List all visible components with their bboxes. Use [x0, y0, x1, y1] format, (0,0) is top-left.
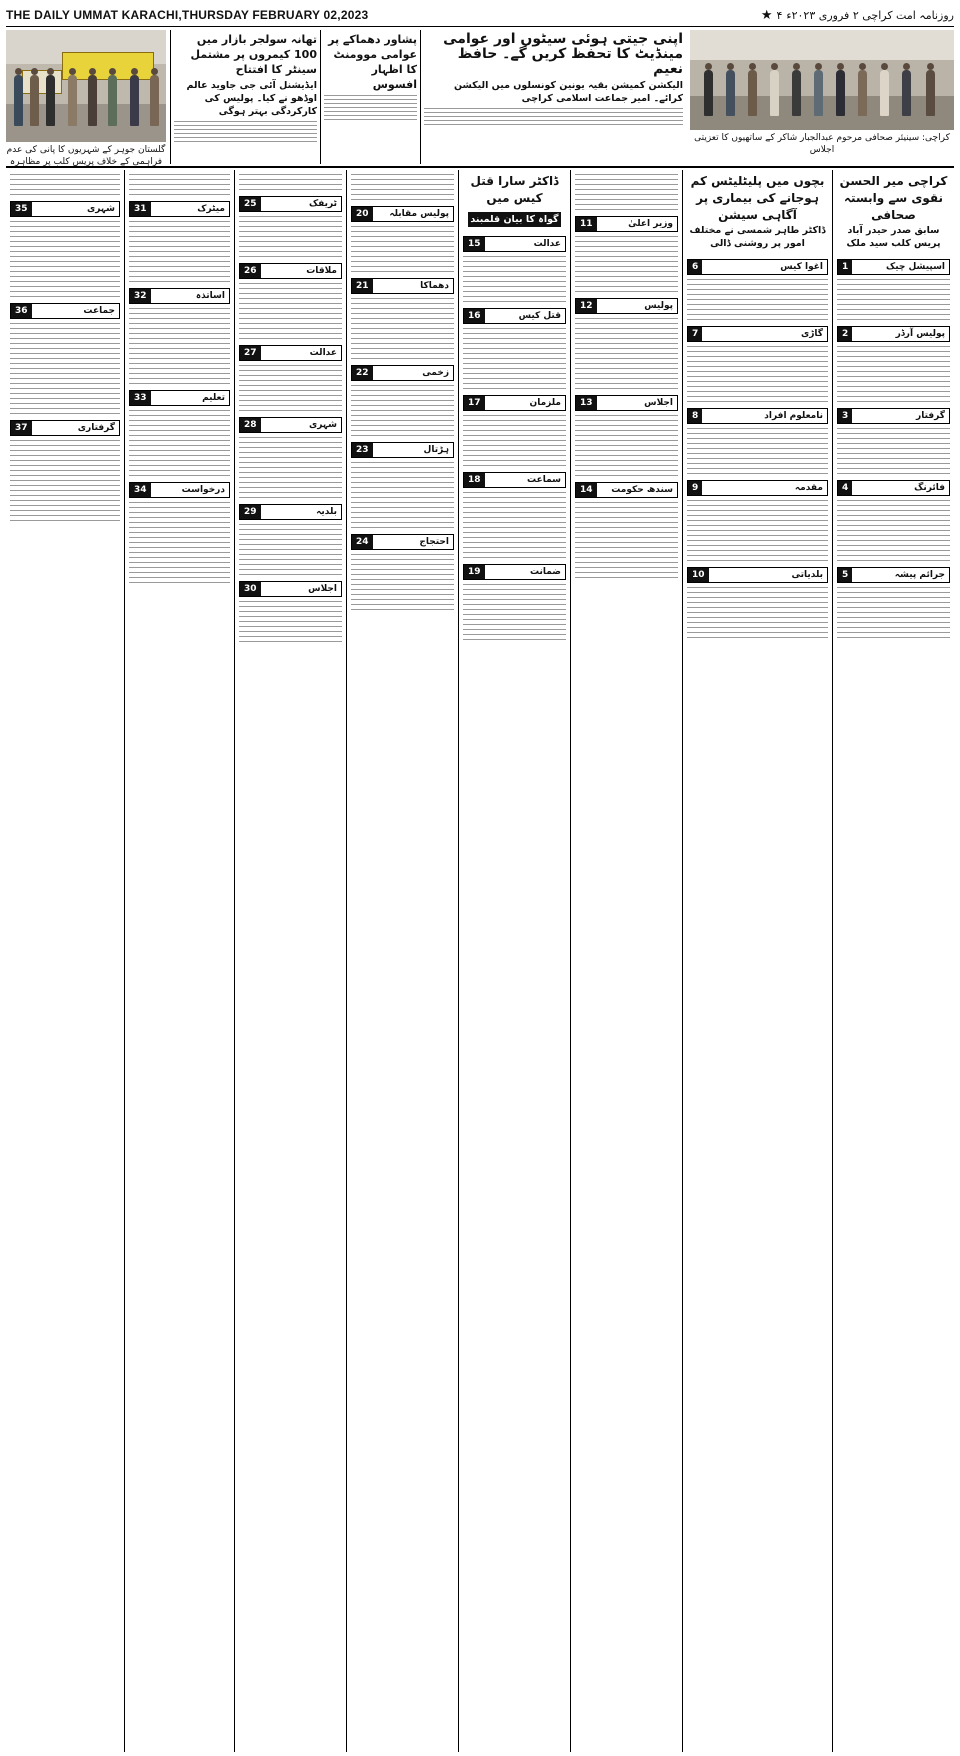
news-item-title: اغوا کیس [780, 262, 823, 272]
news-item-body [347, 226, 458, 272]
news-item-body [235, 437, 346, 498]
column-5-items [347, 206, 458, 610]
news-item-body [571, 502, 682, 578]
news-item-body [683, 587, 832, 638]
news-item-body [459, 584, 570, 640]
news-item-body [347, 385, 458, 436]
news-item-body [6, 221, 124, 297]
news-item-body [125, 410, 234, 476]
news-item-title: عدالت [533, 239, 561, 249]
news-item-title: پولیس مقابلہ [389, 209, 449, 219]
news-item-title: ملاقات [306, 266, 337, 276]
news-item-number: 23 [352, 443, 373, 457]
caption-left: گلستان جوہر کے شہریوں کا پانی کی عدم فراہمی کے خلاف پریس کلب پر مظاہرہ [6, 145, 166, 167]
news-item-header [351, 206, 454, 222]
news-item-title: سماعت [527, 475, 561, 485]
news-item-number: 7 [688, 327, 702, 341]
news-item-header [837, 567, 950, 583]
news-item-header [687, 480, 828, 496]
news-item-number: 11 [576, 217, 597, 231]
column-2-lead [683, 170, 832, 253]
news-item-title: بلدیہ [316, 507, 337, 517]
news-item-body [125, 502, 234, 583]
news-item-title: شہری [87, 204, 115, 214]
news-item-header [463, 472, 566, 488]
news-item-body [683, 500, 832, 561]
news-item-title: ہڑتال [423, 445, 449, 455]
news-item-body [833, 279, 954, 320]
column-5 [346, 170, 458, 1752]
news-item-body [125, 221, 234, 282]
page-number: ۴ [776, 8, 783, 22]
news-item-number: 4 [838, 481, 852, 495]
news-item-number: 21 [352, 279, 373, 293]
news-item-title: جماعت [83, 306, 115, 316]
news-item-number: 18 [464, 473, 485, 487]
news-item-header [10, 420, 120, 436]
news-item-number: 25 [240, 197, 261, 211]
news-item-number: 6 [688, 260, 702, 274]
news-item-title: درخواست [181, 485, 225, 495]
news-item-body [833, 500, 954, 561]
group-photo [690, 30, 954, 130]
news-item-title: سندھ حکومت [611, 485, 673, 495]
news-item-header [463, 308, 566, 324]
news-item-header [463, 236, 566, 252]
news-item-body [571, 236, 682, 292]
masthead-title: THE DAILY UMMAT KARACHI,THURSDAY FEBRUARY 02,2023 [6, 8, 369, 22]
news-item-header [129, 288, 230, 304]
news-item-number: 5 [838, 568, 852, 582]
star-icon: ★ [760, 7, 773, 23]
news-item-number: 8 [688, 409, 702, 423]
news-item-number: 10 [688, 568, 709, 582]
column-1-subhead: سابق صدر حیدر آباد پریس کلب سید ملک [846, 225, 941, 249]
news-item-header [687, 259, 828, 275]
column-1 [832, 170, 954, 1752]
column-2-items [683, 259, 832, 638]
news-item-header [687, 408, 828, 424]
news-item-body [235, 601, 346, 642]
top-story-1-headline: اپنی جیتی ہوئی سیٹوں اور عوامی مینڈیٹ کا تحفظ کریں گے۔ حافظ نعیم [443, 31, 683, 77]
news-item-number: 31 [130, 202, 151, 216]
masthead-urdu-date: روزنامہ امت کراچی ۲ فروری ۲۰۲۳ء [786, 8, 954, 22]
news-item-body [683, 428, 832, 474]
news-item-header [463, 395, 566, 411]
column-2 [682, 170, 832, 1752]
news-item-title: گرفتار [916, 411, 945, 421]
top-story-3-sub: ایڈیشنل آئی جی جاوید عالم اوڈھو نے کیا۔ پولیس کی کارکردگی بہتر ہوگی [186, 80, 317, 117]
news-item-number: 16 [464, 309, 485, 323]
news-item-title: شہری [309, 420, 337, 430]
news-item-body [6, 323, 124, 414]
masthead [6, 4, 954, 27]
news-item-number: 33 [130, 391, 151, 405]
news-item-header [129, 201, 230, 217]
news-item-title: گاڑی [800, 329, 823, 339]
news-item-header [239, 263, 342, 279]
top-story-2 [320, 30, 420, 164]
news-item-body [347, 298, 458, 359]
news-item-header [239, 504, 342, 520]
news-item-number: 9 [688, 481, 702, 495]
news-item-number: 29 [240, 505, 261, 519]
news-item-title: عدالت [309, 348, 337, 358]
news-item-number: 2 [838, 327, 852, 341]
news-item-body [235, 524, 346, 575]
news-item-header [575, 482, 678, 498]
news-item-number: 20 [352, 207, 373, 221]
news-item-number: 15 [464, 237, 485, 251]
column-4-lead [459, 170, 570, 230]
news-item-header [837, 480, 950, 496]
news-item-header [351, 534, 454, 550]
news-item-number: 37 [11, 421, 32, 435]
news-item-title: گرفتاری [77, 423, 115, 433]
news-item-number: 35 [11, 202, 32, 216]
news-item-title: مقدمہ [794, 483, 823, 493]
column-7 [124, 170, 234, 1752]
news-item-title: ملزمان [529, 398, 561, 408]
news-item-header [10, 201, 120, 217]
news-item-number: 26 [240, 264, 261, 278]
column-1-items [833, 259, 954, 638]
news-item-title: ضمانت [529, 567, 561, 577]
news-item-body [683, 346, 832, 402]
news-item-header [239, 196, 342, 212]
protest-photo [6, 30, 166, 142]
news-item-number: 22 [352, 366, 373, 380]
column-2-headline: بچوں میں پلیٹلیٹس کم ہوجانے کی بیماری پر آگاہی سیشن [690, 174, 825, 222]
news-item-title: اسپیشل چیک [886, 262, 945, 272]
news-item-title: پولیس [644, 301, 673, 311]
news-item-body [125, 308, 234, 384]
news-item-title: اساتذہ [195, 291, 225, 301]
column-3-items [571, 216, 682, 578]
news-item-title: اجلاس [308, 584, 337, 594]
news-item-header [239, 581, 342, 597]
column-6 [234, 170, 346, 1752]
news-item-header [687, 567, 828, 583]
news-item-title: بلدیاتی [791, 570, 823, 580]
caption-right: کراچی: سینیئر صحافی مرحوم عبدالجبار شاکر کے ساتھیوں کا تعزیتی اجلاس [694, 133, 950, 155]
news-item-number: 13 [576, 396, 597, 410]
column-4-subhead: گواہ کا بیان قلمبند [470, 214, 559, 225]
news-item-title: پولیس آرڈر [895, 329, 945, 339]
column-7-items [125, 201, 234, 583]
news-item-header [351, 442, 454, 458]
news-item-number: 34 [130, 483, 151, 497]
news-item-title: نامعلوم افراد [764, 411, 823, 421]
news-item-header [351, 365, 454, 381]
news-item-header [10, 303, 120, 319]
news-item-title: اجلاس [644, 398, 673, 408]
news-item-number: 36 [11, 304, 32, 318]
news-item-title: احتجاج [419, 537, 449, 547]
column-2-subhead: ڈاکٹر طاہر شمسی نے مختلف امور پر روشنی ڈالی [689, 225, 826, 249]
top-story-3 [170, 30, 320, 164]
news-item-number: 3 [838, 409, 852, 423]
news-item-number: 30 [240, 582, 261, 596]
news-item-body [571, 415, 682, 476]
news-item-header [837, 408, 950, 424]
news-item-title: وزیر اعلیٰ [628, 219, 673, 229]
top-story-1-sub: الیکشن کمیشن بقیہ یونین کونسلوں میں الیکشن کرائے۔ امیر جماعت اسلامی کراچی [453, 80, 683, 104]
news-item-body [833, 587, 954, 638]
news-item-body [235, 365, 346, 411]
news-item-header [351, 278, 454, 294]
newspaper-page [6, 4, 954, 1752]
news-item-header [239, 345, 342, 361]
column-3 [570, 170, 682, 1752]
news-item-number: 27 [240, 346, 261, 360]
news-item-header [129, 482, 230, 498]
news-item-title: ٹریفک [308, 199, 337, 209]
news-item-number: 24 [352, 535, 373, 549]
news-item-title: قتل کیس [518, 311, 561, 321]
news-item-body [571, 318, 682, 389]
news-item-number: 14 [576, 483, 597, 497]
news-item-header [837, 326, 950, 342]
news-item-body [833, 428, 954, 474]
column-4-items [459, 236, 570, 640]
news-item-body [235, 283, 346, 339]
news-item-header [575, 395, 678, 411]
news-item-body [347, 554, 458, 610]
news-item-number: 19 [464, 565, 485, 579]
news-item-body [6, 440, 124, 521]
column-4 [458, 170, 570, 1752]
column-1-headline: کراچی میر الحسن نقوی سے وابستہ صحافی [839, 174, 948, 222]
news-item-header [687, 326, 828, 342]
news-item-body [833, 346, 954, 402]
top-band [6, 30, 954, 168]
news-item-title: میٹرک [197, 204, 225, 214]
news-item-title: تعلیم [202, 393, 225, 403]
news-item-body [347, 462, 458, 528]
news-item-header [239, 417, 342, 433]
news-item-title: دھماکا [420, 281, 449, 291]
news-item-title: جرائم پیشہ [894, 570, 945, 580]
news-item-header [837, 259, 950, 275]
news-item-number: 32 [130, 289, 151, 303]
column-6-items [235, 196, 346, 642]
news-item-header [129, 390, 230, 406]
news-item-number: 17 [464, 396, 485, 410]
news-columns [6, 170, 954, 1752]
news-item-header [463, 564, 566, 580]
masthead-urdu [761, 8, 954, 23]
news-item-number: 1 [838, 260, 852, 274]
news-item-header [575, 298, 678, 314]
top-story-3-headline: تھانہ سولجر بازار میں 100 کیمروں پر مشتمل سینٹر کا افتتاح [190, 33, 317, 76]
column-1-lead [833, 170, 954, 253]
top-story-1 [420, 30, 686, 164]
news-item-number: 12 [576, 299, 597, 313]
column-8-items [6, 201, 124, 521]
news-item-title: فائرنگ [914, 483, 945, 493]
news-item-body [459, 328, 570, 389]
column-8 [6, 170, 124, 1752]
news-item-body [683, 279, 832, 320]
column-4-headline: ڈاکٹر سارا قتل کیس میں [470, 174, 559, 205]
news-item-body [235, 216, 346, 257]
news-item-body [459, 256, 570, 302]
news-item-body [459, 492, 570, 558]
news-item-title: زخمی [422, 368, 449, 378]
news-item-header [575, 216, 678, 232]
news-item-number: 28 [240, 418, 261, 432]
news-item-body [459, 415, 570, 466]
top-story-2-headline: پشاور دھماکے پر عوامی موومنٹ کا اظہار افسوس [328, 33, 417, 91]
